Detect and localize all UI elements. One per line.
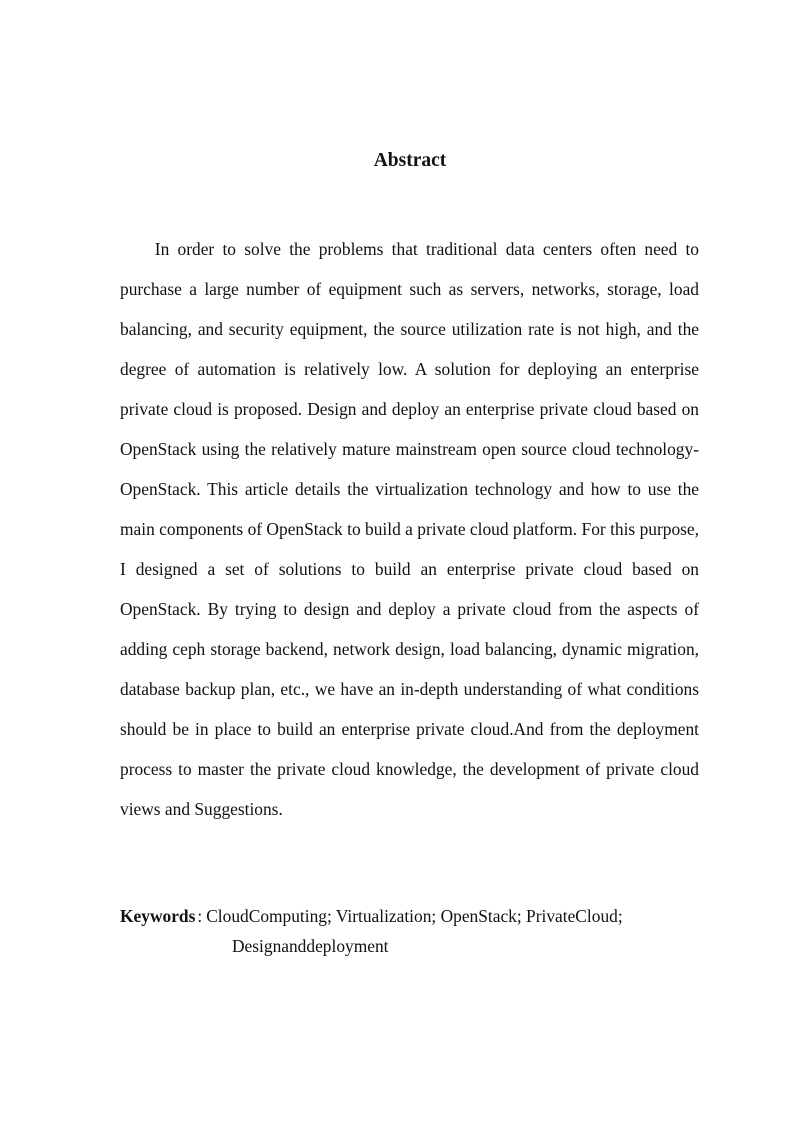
keywords-list: CloudComputing; Virtualization; OpenStack; PrivateCloud; — [206, 906, 623, 926]
keywords-label: Keywords — [120, 906, 196, 926]
keywords-separator: : — [197, 906, 203, 926]
keywords-list-continued: Designanddeployment — [232, 936, 389, 956]
keywords-line — [120, 901, 720, 931]
abstract-body: In order to solve the problems that traditional data centers often need to purchase a large number of equipment such as servers, networks, storage, load balancing, and security equipment, the source utilization rate is not high, and the degree of automation is relatively low. A solution for deploying an enterprise private cloud is proposed. Design and deploy an enterprise private cloud based on OpenStack using the relatively mature mainstream open source cloud technology-OpenStack. This article details the virtualization technology and how to use the main components of OpenStack to build a private cloud platform. For this purpose, I designed a set of solutions to build an enterprise private cloud based on OpenStack. By trying to design and deploy a private cloud from the aspects of adding ceph storage backend, network design, load balancing, dynamic migration, database backup plan, etc., we have an in-depth understanding of what conditions should be in place to build an enterprise private cloud.And from the deployment process to master the private cloud knowledge, the development of private cloud views and Suggestions. — [120, 239, 699, 819]
abstract-title: Abstract — [373, 150, 447, 171]
